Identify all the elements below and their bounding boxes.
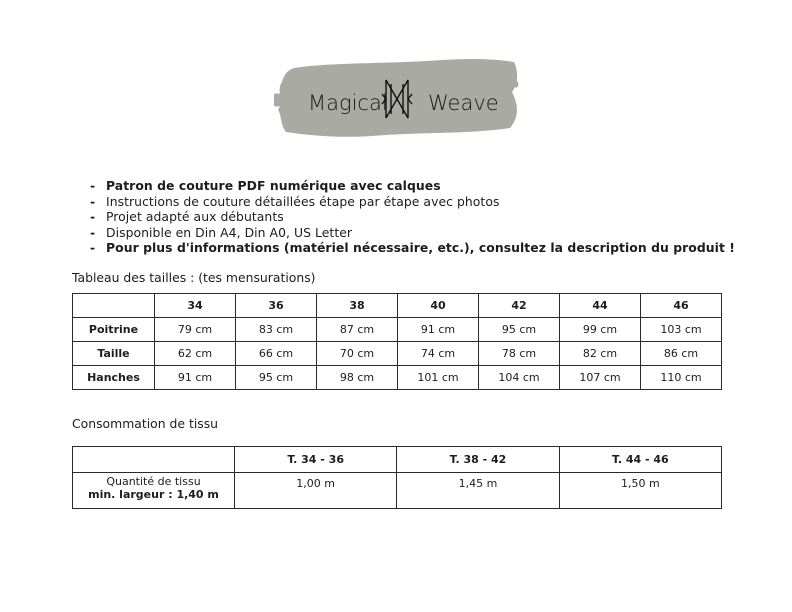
table-cell: 103 cm: [641, 318, 722, 342]
table-cell: 107 cm: [560, 366, 641, 390]
table-header-row: [73, 294, 722, 318]
table-cell: 95 cm: [479, 318, 560, 342]
list-item: - Instructions de couture détaillées étape par étape avec photos: [88, 194, 735, 210]
table-header-cell: T. 34 - 36: [235, 447, 397, 473]
table-header-cell: 44: [560, 294, 641, 318]
table-header-cell: 42: [479, 294, 560, 318]
table-cell: 66 cm: [236, 342, 317, 366]
table-cell: 87 cm: [317, 318, 398, 342]
table-cell: 82 cm: [560, 342, 641, 366]
row-label: [73, 473, 235, 509]
table-cell: 83 cm: [236, 318, 317, 342]
fabric-quantity-label: Quantité de tissu: [106, 475, 201, 488]
feature-list: [88, 178, 735, 256]
table-cell: 79 cm: [155, 318, 236, 342]
list-item: - Disponible en Din A4, Din A0, US Letter: [88, 225, 735, 241]
table-row: [73, 318, 722, 342]
table-cell: 1,00 m: [235, 473, 397, 509]
size-table: [72, 293, 722, 390]
table-header-cell: 36: [236, 294, 317, 318]
table-row: [73, 473, 722, 509]
table-cell: 62 cm: [155, 342, 236, 366]
fabric-table-title: Consommation de tissu: [72, 416, 219, 431]
logo-left-word: Magical: [308, 91, 388, 115]
list-item: - Pour plus d'informations (matériel nécessaire, etc.), consultez la description du produit !: [88, 240, 735, 256]
table-cell: 110 cm: [641, 366, 722, 390]
size-table-title: Tableau des tailles : (tes mensurations): [72, 270, 316, 285]
table-header-cell: 40: [398, 294, 479, 318]
table-header-row: [73, 447, 722, 473]
fabric-min-width-label: min. largeur : 1,40 m: [88, 487, 219, 501]
logo-brush-icon: [272, 54, 522, 142]
list-item: - Patron de couture PDF numérique avec calques: [88, 178, 735, 194]
row-label: Hanches: [73, 366, 155, 390]
table-row: [73, 342, 722, 366]
table-cell: 78 cm: [479, 342, 560, 366]
table-cell: 95 cm: [236, 366, 317, 390]
table-header-cell: T. 38 - 42: [397, 447, 559, 473]
table-cell: 70 cm: [317, 342, 398, 366]
table-header-cell: 46: [641, 294, 722, 318]
table-header-cell: [73, 447, 235, 473]
table-header-cell: T. 44 - 46: [559, 447, 721, 473]
table-cell: 98 cm: [317, 366, 398, 390]
row-label: Taille: [73, 342, 155, 366]
brand-logo: [272, 54, 522, 142]
table-row: [73, 366, 722, 390]
table-cell: 1,45 m: [397, 473, 559, 509]
table-cell: 91 cm: [398, 318, 479, 342]
list-item: - Projet adapté aux débutants: [88, 209, 735, 225]
table-header-cell: [73, 294, 155, 318]
logo-right-word: Weave: [428, 91, 499, 115]
table-cell: 104 cm: [479, 366, 560, 390]
row-label: Poitrine: [73, 318, 155, 342]
table-cell: 101 cm: [398, 366, 479, 390]
table-header-cell: 34: [155, 294, 236, 318]
table-cell: 91 cm: [155, 366, 236, 390]
table-cell: 74 cm: [398, 342, 479, 366]
table-cell: 1,50 m: [559, 473, 721, 509]
fabric-table: [72, 446, 722, 509]
table-header-cell: 38: [317, 294, 398, 318]
table-cell: 86 cm: [641, 342, 722, 366]
table-cell: 99 cm: [560, 318, 641, 342]
